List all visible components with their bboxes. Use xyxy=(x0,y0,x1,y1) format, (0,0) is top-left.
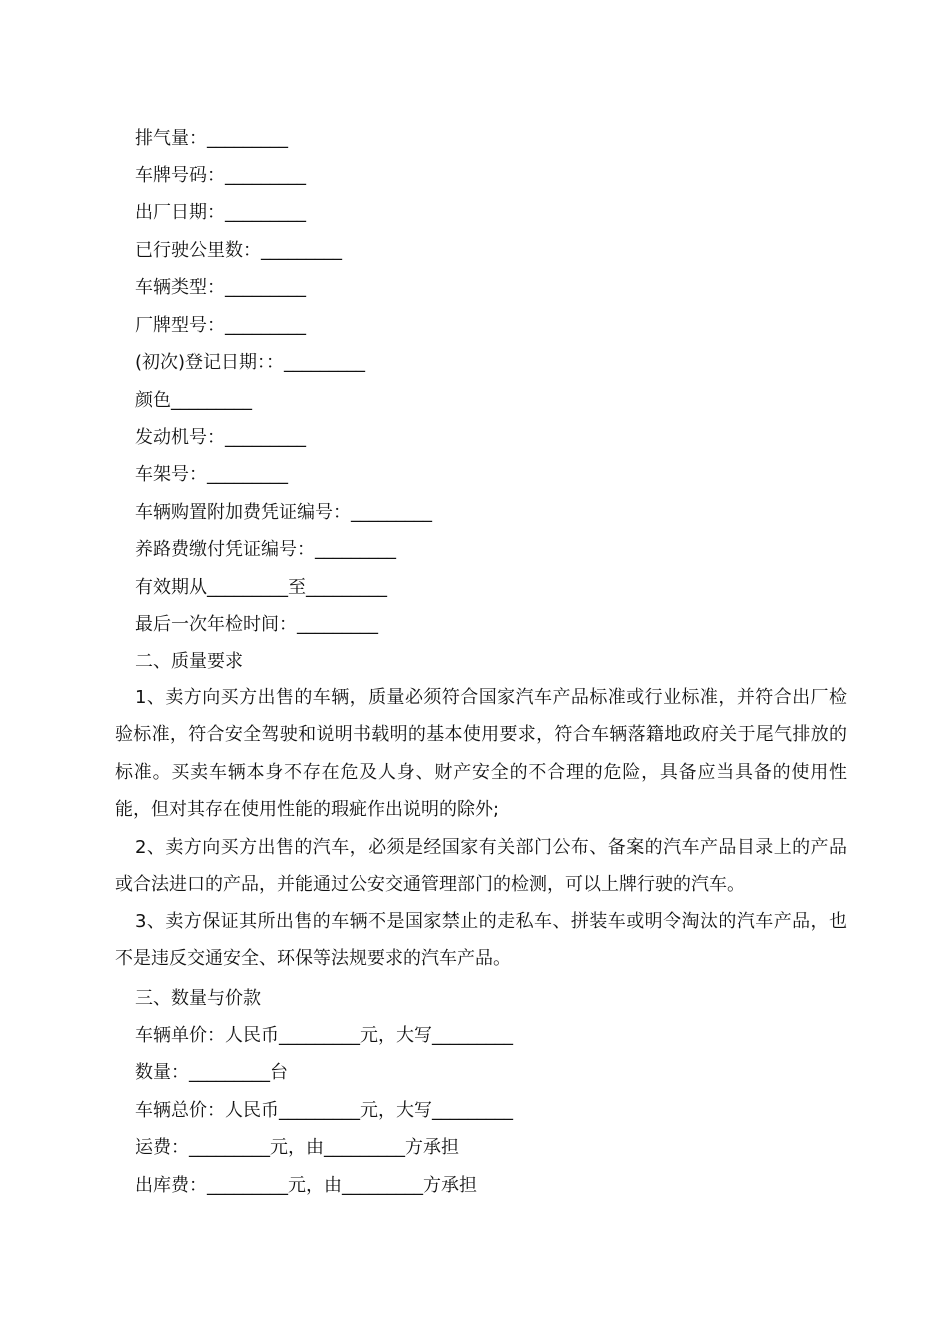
field-color: 颜色_________ xyxy=(135,390,252,411)
field-validity-period: 有效期从_________至_________ xyxy=(135,577,387,598)
field-quantity: 数量：_________台 xyxy=(135,1062,288,1083)
field-last-inspection: 最后一次年检时间：_________ xyxy=(135,614,378,635)
field-registration-date: (初次)登记日期：：_________ xyxy=(135,352,366,373)
field-displacement: 排气量：_________ xyxy=(135,128,288,149)
section-heading-quantity-price: 三、数量与价款 xyxy=(135,988,261,1009)
field-frame-number: 车架号：_________ xyxy=(135,464,288,485)
quality-clause-1: 1、卖方向买方出售的车辆，质量必须符合国家汽车产品标准或行业标准，并符合出厂检验标准，符合安全驾驶和说明书载明的基本使用要求，符合车辆落籍地政府关于尾气排放的标准。买卖车辆本身不存在危及人身、财产安全的不合理的危险，具备应当具备的使用性能，但对其存在使用性能的瑕疵作出说明的除外; xyxy=(115,687,847,820)
field-engine-number: 发动机号：_________ xyxy=(135,427,306,448)
field-plate-number: 车牌号码：_________ xyxy=(135,165,306,186)
section-heading-quality: 二、质量要求 xyxy=(135,651,243,672)
quality-clause-2: 2、卖方向买方出售的汽车，必须是经国家有关部门公布、备案的汽车产品目录上的产品或合法进口的产品，并能通过公安交通管理部门的检测，可以上牌行驶的汽车。 xyxy=(115,837,847,896)
field-brand-model: 厂牌型号：_________ xyxy=(135,315,306,336)
field-purchase-tax-cert: 车辆购置附加费凭证编号：_________ xyxy=(135,502,432,523)
field-unit-price: 车辆单价：人民币_________元，大写_________ xyxy=(135,1025,513,1046)
field-freight: 运费：_________元，由_________方承担 xyxy=(135,1137,459,1158)
quality-clause-3: 3、卖方保证其所出售的车辆不是国家禁止的走私车、拼装车或明令淘汰的汽车产品，也不是违反交通安全、环保等法规要求的汽车产品。 xyxy=(115,911,847,970)
field-outbound-fee: 出库费：_________元，由_________方承担 xyxy=(135,1175,477,1196)
field-vehicle-type: 车辆类型：_________ xyxy=(135,277,306,298)
field-total-price: 车辆总价：人民币_________元，大写_________ xyxy=(135,1100,513,1121)
field-mileage: 已行驶公里数：_________ xyxy=(135,240,342,261)
field-road-fee-cert: 养路费缴付凭证编号：_________ xyxy=(135,539,396,560)
field-manufacture-date: 出厂日期：_________ xyxy=(135,202,306,223)
